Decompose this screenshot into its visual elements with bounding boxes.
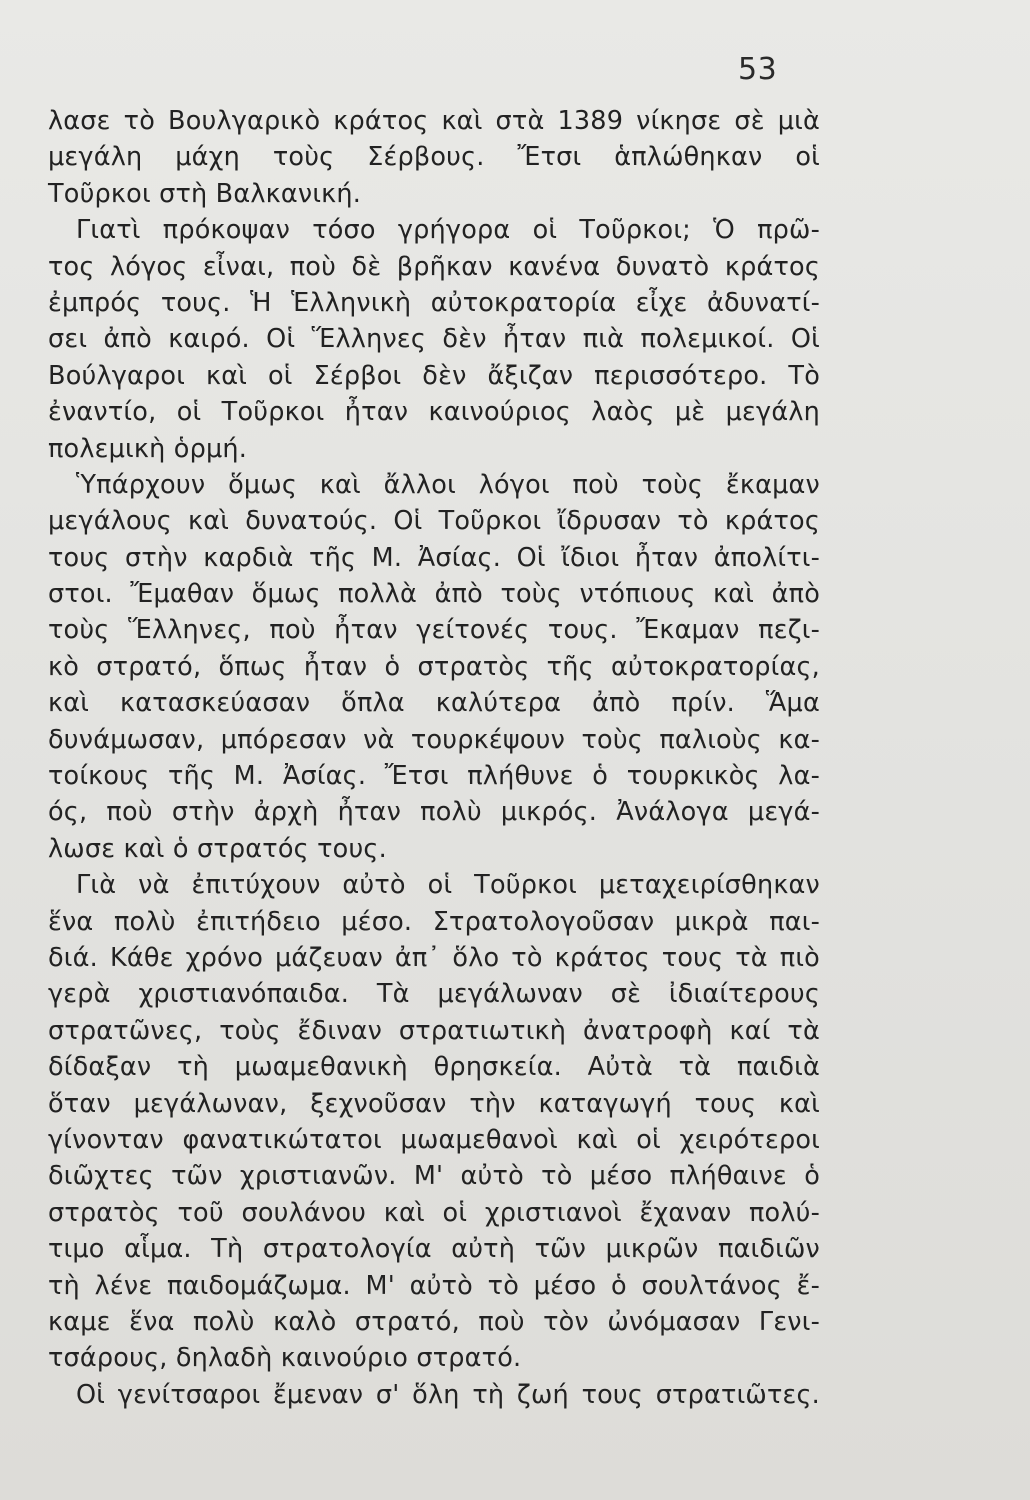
page-number: 53 — [738, 52, 778, 87]
text-line: δίδαξαν τὴ μωαμεθανικὴ θρησκεία. Αὐτὰ τὰ παιδιὰ — [48, 1052, 820, 1083]
text-line: λασε τὸ Βουλγαρικὸ κράτος καὶ στὰ 1389 νίκησε σὲ μιὰ — [48, 106, 820, 136]
text-line: Βούλγαροι καὶ οἱ Σέρβοι δὲν ἄξιζαν περισσότερο. Τὸ — [48, 360, 820, 391]
text-line: καμε ἕνα πολὺ καλὸ στρατό, ποὺ τὸν ὠνόμασαν Γενι- — [48, 1306, 820, 1337]
text-line: γίνονταν φανατικώτατοι μωαμεθανοὶ καὶ οἱ χειρότεροι — [48, 1124, 820, 1155]
text-line: μεγάλους καὶ δυνατούς. Οἱ Τοῦρκοι ἴδρυσαν τὸ κράτος — [48, 506, 820, 537]
text-line: Ὑπάρχουν ὅμως καὶ ἄλλοι λόγοι ποὺ τοὺς ἔκαμαν — [76, 469, 820, 500]
text-line: τσάρους, δηλαδὴ καινούριο στρατό. — [48, 1343, 522, 1374]
text-line: διά. Κάθε χρόνο μάζευαν ἀπ᾿ ὅλο τὸ κράτος τους τὰ πιὸ — [48, 942, 820, 973]
text-line: Οἱ γενίτσαροι ἔμεναν σ' ὅλη τὴ ζωή τους στρατιῶτες. — [76, 1379, 820, 1410]
text-line: ἐναντίο, οἱ Τοῦρκοι ἦταν καινούριος λαὸς μὲ μεγάλη — [48, 397, 820, 428]
text-line: τὴ λένε παιδομάζωμα. Μ' αὐτὸ τὸ μέσο ὁ σουλτάνος ἔ- — [48, 1270, 820, 1301]
text-line: σει ἀπὸ καιρό. Οἱ Ἕλληνες δὲν ἦταν πιὰ πολεμικοί. Οἱ — [48, 324, 820, 355]
text-line: μεγάλη μάχη τοὺς Σέρβους. Ἔτσι ἁπλώθηκαν οἱ — [48, 142, 820, 173]
text-line: Γιὰ νὰ ἐπιτύχουν αὐτὸ οἱ Τοῦρκοι μεταχειρίσθηκαν — [76, 870, 820, 901]
text-line: ἕνα πολὺ ἐπιτήδειο μέσο. Στρατολογοῦσαν μικρὰ παι- — [48, 906, 820, 937]
text-line: διῶχτες τῶν χριστιανῶν. Μ' αὐτὸ τὸ μέσο πλήθαινε ὁ — [48, 1161, 820, 1192]
text-line: τοίκους τῆς Μ. Ἀσίας. Ἔτσι πλήθυνε ὁ τουρκικὸς λα- — [48, 761, 820, 792]
text-line: στρατῶνες, τοὺς ἔδιναν στρατιωτικὴ ἀνατροφὴ καί τὰ — [48, 1015, 820, 1046]
text-line: στοι. Ἔμαθαν ὅμως πολλὰ ἀπὸ τοὺς ντόπιους καὶ ἀπὸ — [48, 579, 820, 610]
text-line: ός, ποὺ στὴν ἀρχὴ ἦταν πολὺ μικρός. Ἀνάλογα μεγά- — [48, 797, 820, 828]
text-line: καὶ κατασκεύασαν ὅπλα καλύτερα ἀπὸ πρίν. Ἅμα — [48, 688, 820, 719]
text-line: δυνάμωσαν, μπόρεσαν νὰ τουρκέψουν τοὺς παλιοὺς κα- — [48, 724, 820, 755]
text-line: ὅταν μεγάλωναν, ξεχνοῦσαν τὴν καταγωγή τους καὶ — [48, 1088, 820, 1119]
page-text-body — [48, 103, 820, 1413]
text-line: κὸ στρατό, ὅπως ἦταν ὁ στρατὸς τῆς αὐτοκρατορίας, — [48, 651, 820, 682]
text-line: γερὰ χριστιανόπαιδα. Τὰ μεγάλωναν σὲ ἰδιαίτερους — [48, 979, 820, 1010]
text-line: τους στὴν καρδιὰ τῆς Μ. Ἀσίας. Οἱ ἴδιοι ἦταν ἀπολίτι- — [48, 542, 820, 573]
text-line: πολεμικὴ ὁρμή. — [48, 433, 248, 464]
text-line: Τοῦρκοι στὴ Βαλκανική. — [48, 178, 362, 209]
text-line: τος λόγος εἶναι, ποὺ δὲ βρῆκαν κανένα δυνατὸ κράτος — [48, 251, 820, 282]
text-line: τοὺς Ἕλληνες, ποὺ ἦταν γείτονές τους. Ἔκαμαν πεζι- — [48, 615, 820, 646]
text-line: στρατὸς τοῦ σουλάνου καὶ οἱ χριστιανοὶ ἔχαναν πολύ- — [48, 1197, 820, 1228]
text-line: τιμο αἷμα. Τὴ στρατολογία αὐτὴ τῶν μικρῶν παιδιῶν — [48, 1234, 820, 1265]
text-line: ἐμπρός τους. Ἡ Ἑλληνικὴ αὐτοκρατορία εἶχε ἀδυνατί- — [48, 287, 820, 318]
text-line: Γιατὶ πρόκοψαν τόσο γρήγορα οἱ Τοῦρκοι; Ὁ πρῶ- — [76, 215, 820, 246]
text-line: λωσε καὶ ὁ στρατός τους. — [48, 833, 387, 864]
